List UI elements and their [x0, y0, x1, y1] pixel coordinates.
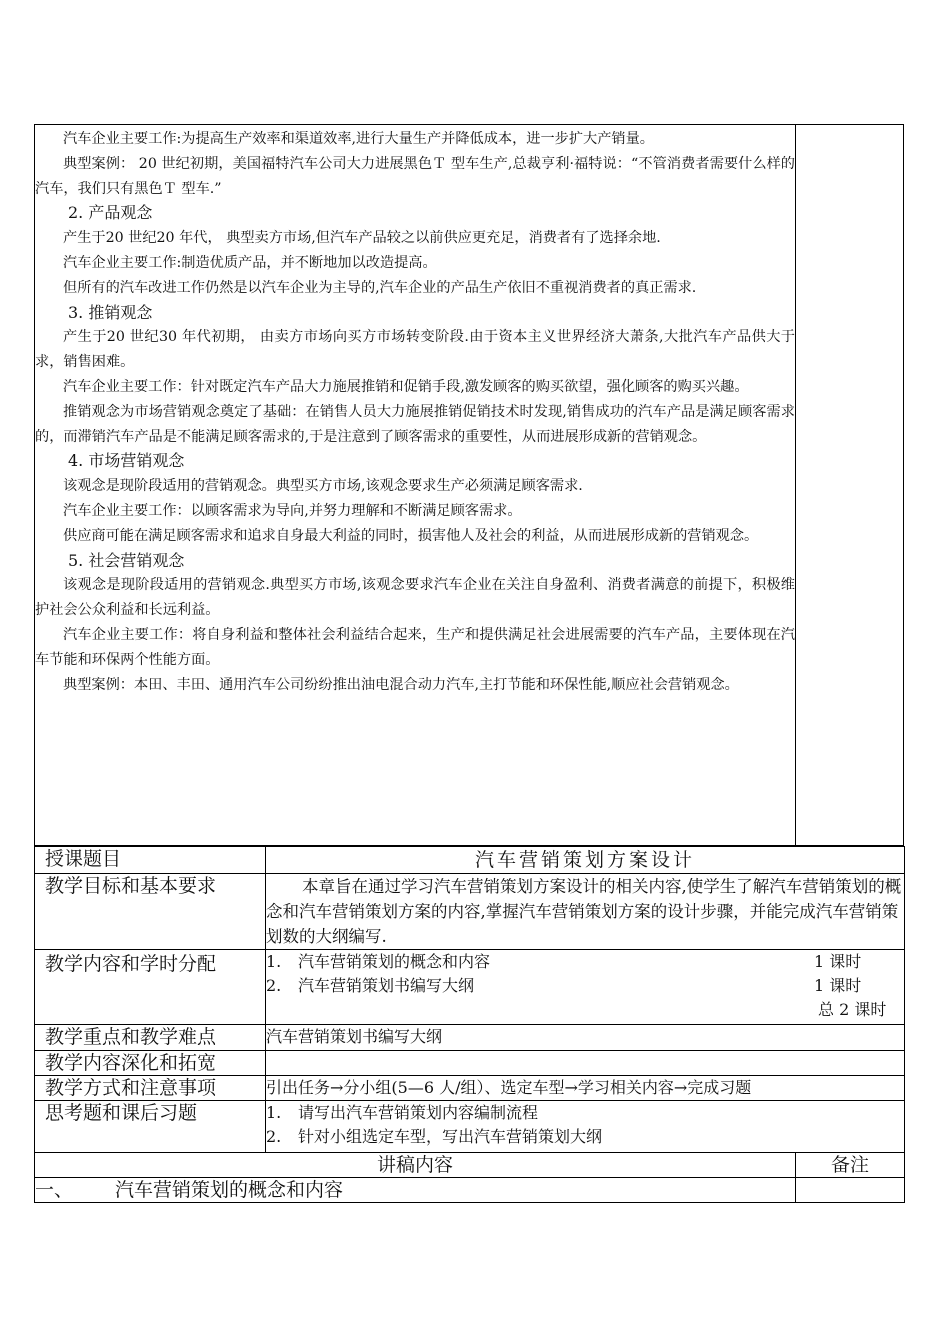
item-text: 汽车营销策划书编写大纲: [298, 976, 475, 995]
content-label: 教学内容和学时分配: [35, 950, 266, 1025]
paragraph: 汽车企业主要工作:制造优质产品，并不断地加以改造提高。: [63, 254, 437, 271]
section-heading: 4. 市场营销观念: [68, 451, 185, 471]
paragraph: 汽车企业主要工作：针对既定汽车产品大力施展推销和促销手段,激发顾客的购买欲望，强化顾客的购买兴趣。: [63, 378, 749, 395]
total-hours: 总 2 课时: [818, 1000, 887, 1019]
item-number: 1.: [266, 1103, 282, 1122]
item-number: 1.: [266, 952, 282, 971]
lecture-content-header: 讲稿内容: [35, 1153, 796, 1178]
section-title: 汽车营销策划的概念和内容: [115, 1179, 344, 1201]
list-item: [266, 974, 904, 998]
section-heading: 2. 产品观念: [68, 203, 153, 223]
list-item: [266, 1125, 904, 1149]
paragraph: 典型案例：本田、丰田、通用汽车公司纷纷推出油电混合动力汽车,主打节能和环保性能,顺应社会营销观念。: [63, 676, 739, 693]
table-row: [35, 1025, 905, 1051]
paragraph: 供应商可能在满足顾客需求和追求自身最大利益的同时，损害他人及社会的利益，从而进展形成新的营销观念。: [63, 527, 759, 544]
section-heading: 3. 推销观念: [68, 302, 153, 322]
table-row: [35, 1178, 905, 1203]
topic-value: 汽车营销策划方案设计: [266, 847, 905, 874]
section-heading: 5. 社会营销观念: [68, 550, 185, 570]
section-one-heading: [35, 1178, 796, 1203]
item-number: 2.: [266, 976, 282, 995]
paragraph: 汽车企业主要工作:为提高生产效率和渠道效率,进行大量生产并降低成本，进一步扩大产销量。: [63, 131, 654, 147]
table-row: [35, 1076, 905, 1101]
paragraph: 该观念是现阶段适用的营销观念。典型买方市场,该观念要求生产必须满足顾客需求.: [63, 478, 583, 495]
table-row: [35, 1101, 905, 1153]
table-row: [35, 847, 905, 874]
method-label: 教学方式和注意事项: [35, 1076, 266, 1101]
list-item: [266, 1101, 904, 1125]
item-number: 2.: [266, 1127, 282, 1146]
paragraph: 但所有的汽车改进工作仍然是以汽车企业为主导的,汽车企业的产品生产依旧不重视消费者的真正需求.: [63, 279, 697, 296]
topic-label: 授课题目: [35, 847, 266, 874]
total-hours-row: [266, 998, 904, 1022]
item-hours: 1 课时: [814, 976, 862, 995]
table-row: [35, 1051, 905, 1076]
hw-label: 思考题和课后习题: [35, 1101, 266, 1153]
paragraph: 产生于20 世纪30 年代初期， 由卖方市场向买方市场转变阶段.由于资本主义世界经济大萧条,大批汽车产品供大于求，销售困难。: [35, 329, 795, 371]
item-text: 针对小组选定车型，写出汽车营销策划大纲: [298, 1127, 603, 1146]
paragraph: 汽车企业主要工作：以顾客需求为导向,并努力理解和不断满足顾客需求。: [63, 502, 522, 519]
paragraph: 典型案例： 20 世纪初期，美国福特汽车公司大力进展黑色Ｔ 型车生产,总裁亨利·福特说：“不管消费者需要什么样的汽车，我们只有黑色Ｔ 型车.”: [35, 155, 795, 197]
paragraph: 产生于20 世纪20 年代， 典型卖方市场,但汽车产品较之以前供应更充足，消费者有了选择余地.: [63, 230, 661, 247]
deep-label: 教学内容深化和拓宽: [35, 1051, 266, 1076]
content-value: [266, 950, 905, 1025]
paragraph: 汽车企业主要工作：将自身利益和整体社会利益结合起来，生产和提供满足社会进展需要的汽车产品，主要体现在汽车节能和环保两个性能方面。: [35, 626, 795, 668]
table-row: [35, 1153, 905, 1178]
deep-value: [266, 1051, 905, 1076]
table-row: [35, 950, 905, 1025]
lecture-notes-box: [34, 124, 904, 846]
goal-label: 教学目标和基本要求: [35, 874, 266, 950]
notes-cell: [796, 1178, 905, 1203]
table-row: [35, 874, 905, 950]
method-value: 引出任务→分小组(5—6 人/组）、选定车型→学习相关内容→完成习题: [266, 1076, 905, 1101]
paragraph: 推销观念为市场营销观念奠定了基础：在销售人员大力施展推销促销技术时发现,销售成功的汽车产品是满足顾客需求的，而滞销汽车产品是不能满足顾客需求的,于是注意到了顾客需求的重要性，从而进展形成新的营销观念。: [35, 403, 795, 445]
hw-value: [266, 1101, 905, 1153]
page-frame: [34, 124, 904, 1203]
key-value: 汽车营销策划书编写大纲: [266, 1025, 905, 1051]
item-text: 请写出汽车营销策划内容编制流程: [298, 1103, 539, 1122]
notes-header: 备注: [796, 1153, 905, 1178]
item-hours: 1 课时: [814, 952, 862, 971]
paragraph: 该观念是现阶段适用的营销观念.典型买方市场,该观念要求汽车企业在关注自身盈利、消费者满意的前提下，积极维护社会公众利益和长远利益。: [35, 577, 795, 619]
key-label: 教学重点和教学难点: [35, 1025, 266, 1051]
notes-column: [796, 125, 903, 845]
item-text: 汽车营销策划的概念和内容: [298, 952, 491, 971]
list-item: [266, 950, 904, 974]
section-number: 一、: [35, 1179, 74, 1201]
goal-value: 本章旨在通过学习汽车营销策划方案设计的相关内容,使学生了解汽车营销策划的概念和汽车营销策划方案的内容,掌握汽车营销策划方案的设计步骤，并能完成汽车营销策划数的大纲编写.: [266, 874, 905, 950]
lesson-plan-table: [34, 846, 905, 1203]
lecture-text-column: [35, 125, 796, 845]
